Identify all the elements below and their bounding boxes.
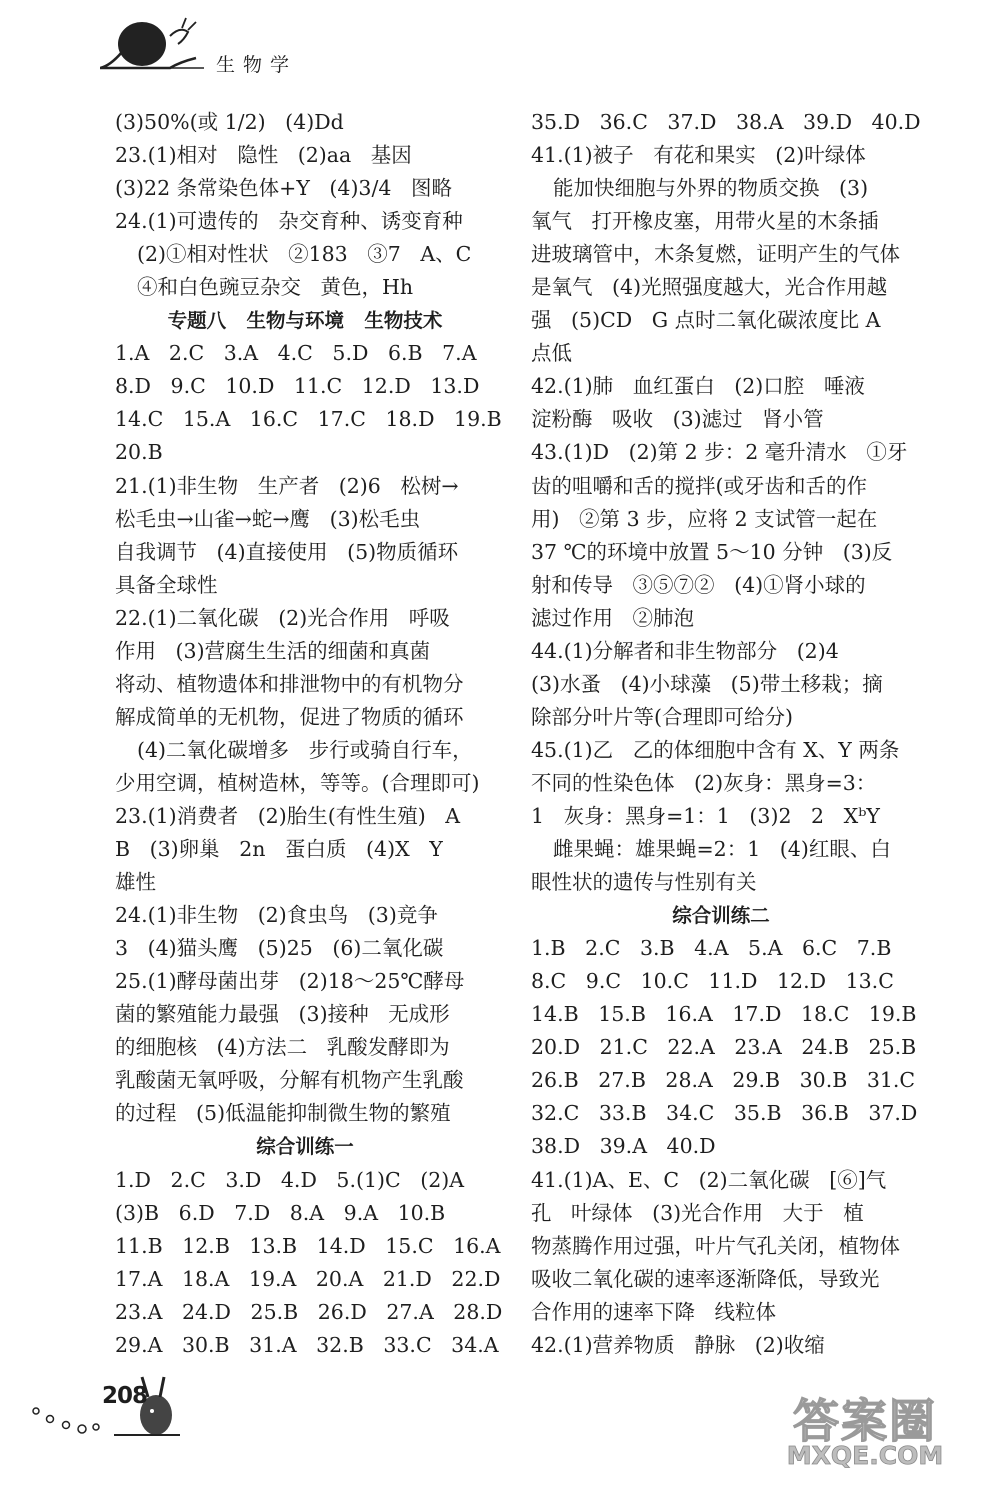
- answer-line: 的过程 (5)低温能抑制微生物的繁殖: [115, 1101, 451, 1126]
- answer-line: 进玻璃管中，木条复燃，证明产生的气体: [531, 242, 900, 267]
- answer-line: 42.(1)营养物质 静脉 (2)收缩: [531, 1332, 825, 1357]
- answer-line: 11.B 12.B 13.B 14.D 15.C 16.A: [115, 1233, 501, 1258]
- answer-line: 1.A 2.C 3.A 4.C 5.D 6.B 7.A: [115, 341, 477, 366]
- answer-line: (3)22 条常染色体+Y (4)3/4 图略: [115, 176, 452, 201]
- answer-line: (4)二氧化碳增多 步行或骑自行车，: [137, 737, 473, 762]
- answer-line: 能加快细胞与外界的物质交换 (3): [553, 176, 869, 201]
- answer-line: 1 灰身：黑身=1：1 (3)2 2 XᵇY: [531, 803, 880, 828]
- section-heading: 专题八 生物与环境 生物技术: [167, 309, 443, 333]
- answer-line: 齿的咀嚼和舌的搅拌(或牙齿和舌的作: [531, 473, 867, 498]
- answer-line: 8.D 9.C 10.D 11.C 12.D 13.D: [115, 374, 480, 399]
- answer-line: B (3)卵巢 2n 蛋白质 (4)X Y: [115, 837, 443, 862]
- watermark-url: MXQE.COM: [786, 1441, 944, 1470]
- answer-line: 解成简单的无机物，促进了物质的循环: [115, 704, 464, 729]
- answer-line: 3 (4)猫头鹰 (5)25 (6)二氧化碳: [115, 936, 444, 961]
- answer-line: (3)B 6.D 7.D 8.A 9.A 10.B: [115, 1200, 446, 1225]
- answer-line: 孔 叶绿体 (3)光合作用 大于 植: [531, 1200, 864, 1225]
- answer-line: 23.(1)消费者 (2)胎生(有性生殖) A: [115, 803, 461, 828]
- answer-line: 具备全球性: [115, 572, 218, 597]
- answer-column-left: [115, 106, 503, 1362]
- answer-line: 吸收二氧化碳的速率逐渐降低，导致光: [531, 1266, 880, 1291]
- answer-line: 作用 (3)营腐生生活的细菌和真菌: [115, 638, 431, 663]
- answer-line: 菌的繁殖能力最强 (3)接种 无成形: [115, 1002, 450, 1027]
- answer-line: 少用空调，植树造林，等等。(合理即可): [115, 770, 480, 795]
- section-heading: 综合训练二: [672, 904, 770, 928]
- answer-line: 自我调节 (4)直接使用 (5)物质循环: [115, 539, 459, 564]
- answer-line: 松毛虫→山雀→蛇→鹰 (3)松毛虫: [115, 506, 421, 531]
- answer-line: 雌果蝇：雄果蝇=2：1 (4)红眼、白: [553, 837, 891, 862]
- answer-line: 20.B: [115, 440, 163, 465]
- answer-line: 24.(1)非生物 (2)食虫鸟 (3)竞争: [115, 903, 438, 928]
- answer-line: (3)水蚤 (4)小球藻 (5)带土移栽；摘: [531, 671, 883, 696]
- answer-line: 43.(1)D (2)第 2 步：2 毫升清水 ①牙: [531, 440, 908, 465]
- answer-line: (3)50%(或 1/2) (4)Dd: [115, 110, 344, 134]
- answer-column-right: [531, 106, 921, 1362]
- answer-line: 41.(1)A、E、C (2)二氧化碳 [⑥]气: [531, 1167, 887, 1192]
- answer-line: 将动、植物遗体和排泄物中的有机物分: [115, 671, 464, 696]
- answer-line: 14.B 15.B 16.A 17.D 18.C 19.B: [531, 1002, 917, 1027]
- answer-line: 1.B 2.C 3.B 4.A 5.A 6.C 7.B: [531, 936, 892, 961]
- answer-line: 45.(1)乙 乙的体细胞中含有 X、Y 两条: [531, 737, 900, 762]
- answer-line: 是氧气 (4)光照强度越大，光合作用越: [531, 275, 888, 300]
- answer-line: 除部分叶片等(合理即可给分): [531, 704, 793, 729]
- watermark-logo: 答案圈: [793, 1394, 937, 1448]
- watermark: [750, 1385, 980, 1475]
- answer-line: 雄性: [115, 870, 156, 895]
- page-header: [100, 14, 400, 84]
- answer-line: 1.D 2.C 3.D 4.D 5.(1)C (2)A: [115, 1167, 465, 1192]
- answer-line: 眼性状的遗传与性别有关: [531, 870, 757, 895]
- answer-line: 乳酸菌无氧呼吸，分解有机物产生乳酸: [115, 1068, 464, 1093]
- answer-line: 点低: [531, 341, 572, 366]
- answer-line: 41.(1)被子 有花和果实 (2)叶绿体: [531, 143, 866, 168]
- answer-line: 21.(1)非生物 生产者 (2)6 松树→: [115, 473, 459, 498]
- page-number: 208: [102, 1383, 148, 1409]
- answer-line: 44.(1)分解者和非生物部分 (2)4: [531, 638, 839, 663]
- answer-line: 14.C 15.A 16.C 17.C 18.D 19.B: [115, 407, 502, 432]
- answer-line: 氧气 打开橡皮塞，用带火星的木条插: [531, 209, 879, 234]
- answer-line: 的细胞核 (4)方法二 乳酸发酵即为: [115, 1035, 450, 1060]
- answer-line: 物蒸腾作用过强，叶片气孔关闭，植物体: [531, 1233, 900, 1258]
- answer-line: 38.D 39.A 40.D: [531, 1134, 716, 1159]
- answer-line: 滤过作用 ②肺泡: [531, 605, 695, 630]
- answer-line: 17.A 18.A 19.A 20.A 21.D 22.D: [115, 1266, 501, 1291]
- answer-line: 用) ②第 3 步，应将 2 支试管一起在: [531, 506, 878, 531]
- answer-line: 22.(1)二氧化碳 (2)光合作用 呼吸: [115, 605, 450, 630]
- answer-line: 42.(1)肺 血红蛋白 (2)口腔 唾液: [531, 374, 865, 399]
- answer-line: 射和传导 ③⑤⑦② (4)①肾小球的: [531, 572, 866, 597]
- answer-line: 强 (5)CD G 点时二氧化碳浓度比 A: [531, 308, 881, 333]
- answer-line: 37 ℃的环境中放置 5～10 分钟 (3)反: [531, 539, 893, 564]
- answer-line: 合作用的速率下降 线粒体: [531, 1299, 777, 1324]
- page-footer: [30, 1375, 210, 1445]
- answer-line: (2)①相对性状 ②183 ③7 A、C: [137, 242, 472, 267]
- answer-line: 20.D 21.C 22.A 23.A 24.B 25.B: [531, 1035, 917, 1060]
- answer-line: 26.B 27.B 28.A 29.B 30.B 31.C: [531, 1068, 916, 1093]
- answer-line: 23.(1)相对 隐性 (2)aa 基因: [115, 143, 412, 168]
- answer-line: 23.A 24.D 25.B 26.D 27.A 28.D: [115, 1299, 503, 1324]
- answer-line: 32.C 33.B 34.C 35.B 36.B 37.D: [531, 1101, 918, 1126]
- answer-line: 25.(1)酵母菌出芽 (2)18～25℃酵母: [115, 969, 465, 994]
- answer-line: 8.C 9.C 10.C 11.D 12.D 13.C: [531, 969, 894, 994]
- section-heading: 综合训练一: [256, 1135, 354, 1159]
- answer-line: 24.(1)可遗传的 杂交育种、诱变育种: [115, 209, 463, 234]
- answer-line: 淀粉酶 吸收 (3)滤过 肾小管: [531, 407, 824, 432]
- answer-line: 29.A 30.B 31.A 32.B 33.C 34.A: [115, 1332, 499, 1357]
- answer-line: 不同的性染色体 (2)灰身：黑身=3：: [531, 770, 877, 795]
- subject-title: 生物学: [216, 54, 298, 76]
- answer-line: 35.D 36.C 37.D 38.A 39.D 40.D: [531, 110, 921, 134]
- answer-line: ④和白色豌豆杂交 黄色，Hh: [137, 275, 414, 300]
